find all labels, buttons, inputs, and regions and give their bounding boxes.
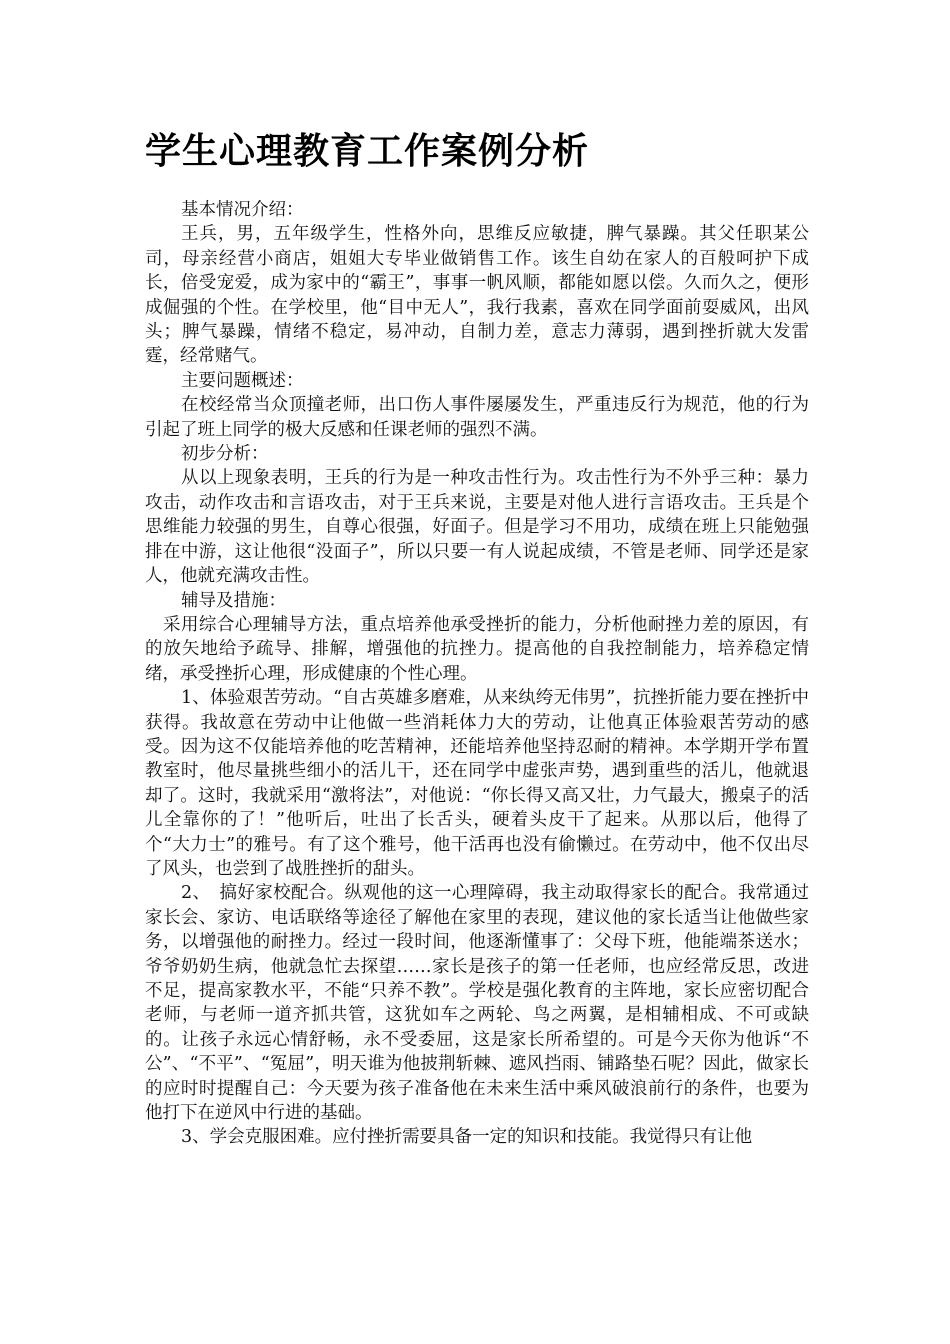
paragraph-main-problem: 在校经常当众顶撞老师，出口伤人事件屡屡发生，严重违反行为规范，他的行为引起了班上同学的极大反感和任课老师的强烈不满。	[145, 395, 809, 440]
section-heading-basic-info: 基本情况介绍：	[181, 200, 304, 220]
section-heading-measures: 辅导及措施：	[181, 590, 286, 611]
paragraph-measure-2: 2、 搞好家校配合。纵观他的这一心理障碍，我主动取得家长的配合。我常通过家长会、家访、电话联络等途径了解他在家里的表现，建议他的家长适当让他做些家务，以增强他的耐挫力。经过一段时间，他逐渐懂事了：父母下班，他能端茶送水；爷爷奶奶生病，他就急忙去探望……家长是孩子的第一任老师，也应经常反思，改进不足，提高家教水平，不能“只养不教”。学校是强化教育的主阵地，家长应密切配合老师，与老师一道齐抓共管，这犹如车之两轮、鸟之两翼，是相辅相成、不可或缺的。让孩子永远心情舒畅，永不受委屈，这是家长所希望的。可是今天你为他诉“不公”、“不平”、“冤屈”，明天谁为他披荆斩棘、遮风挡雨、铺路垫石呢？因此，做家长的应时时提醒自己：今天要为孩子准备他在未来生活中乘风破浪前行的条件，也要为他打下在逆风中行进的基础。	[145, 883, 809, 1124]
document-title: 学生心理教育工作案例分析	[145, 131, 590, 172]
paragraph-basic-info: 王兵，男，五年级学生，性格外向，思维反应敏捷，脾气暴躁。其父任职某公司，母亲经营小商店，姐姐大专毕业做销售工作。该生自幼在家人的百般呵护下成长，倍受宠爱，成为家中的“霸王”，事事一帆风顺，都能如愿以偿。久而久之，便形成倔强的个性。在学校里，他“目中无人”，我行我素，喜欢在同学面前耍威风，出风头；脾气暴躁，情绪不稳定，易冲动，自制力差，意志力薄弱，遇到挫折就大发雷霆，经常赌气。	[145, 224, 809, 367]
paragraph-measure-3: 3、学会克服困难。应付挫折需要具备一定的知识和技能。我觉得只有让他	[181, 1127, 753, 1148]
section-heading-preliminary-analysis: 初步分析：	[181, 444, 269, 465]
paragraph-measures-intro: 采用综合心理辅导方法，重点培养他承受挫折的能力，分析他耐挫力差的原因，有的放矢地给予疏导、排解，增强他的抗挫力。提高他的自我控制能力，培养稳定情绪，承受挫折心理，形成健康的个性心理。	[145, 614, 809, 684]
paragraph-preliminary-analysis: 从以上现象表明，王兵的行为是一种攻击性行为。攻击性行为不外乎三种：暴力攻击，动作攻击和言语攻击，对于王兵来说，主要是对他人进行言语攻击。王兵是个思维能力较强的男生，自尊心很强，好面子。但是学习不用功，成绩在班上只能勉强排在中游，这让他很“没面子”，所以只要一有人说起成绩，不管是老师、同学还是家人，他就充满攻击性。	[145, 468, 809, 587]
document-body	[145, 198, 809, 1150]
section-heading-main-problem: 主要问题概述：	[181, 370, 304, 391]
paragraph-measure-1: 1、体验艰苦劳动。“自古英雄多磨难，从来纨绔无伟男”，抗挫折能力要在挫折中获得。我故意在劳动中让他做一些消耗体力大的劳动，让他真正体验艰苦劳动的感受。因为这不仅能培养他的吃苦精神，还能培养他坚持忍耐的精神。本学期开学布置教室时，他尽量挑些细小的活儿干，还在同学中虚张声势，遇到重些的活儿，他就退却了。这时，我就采用“激将法”，对他说：“你长得又高又壮，力气最大，搬桌子的活儿全靠你的了！”他听后，吐出了长舌头，硬着头皮干了起来。从那以后，他得了个“大力士”的雅号。有了这个雅号，他干活再也没有偷懒过。在劳动中，他不仅出尽了风头，也尝到了战胜挫折的甜头。	[145, 688, 809, 879]
